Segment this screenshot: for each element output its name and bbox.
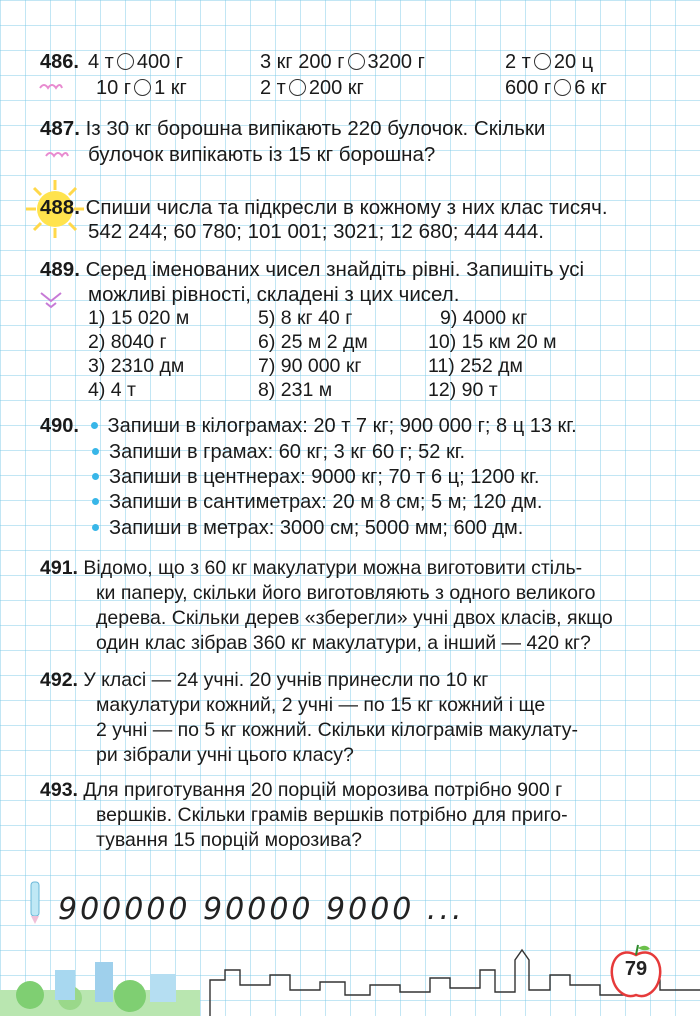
decorative-ribbon-icon xyxy=(44,148,70,162)
exercise-number: 486. xyxy=(40,51,79,73)
decorative-ribbon-icon xyxy=(38,80,64,94)
compare-circle xyxy=(117,53,134,70)
exercise-number: 490. xyxy=(40,415,79,437)
exercise-number: 489. xyxy=(40,258,80,281)
compare-circle xyxy=(554,79,571,96)
compare-circle xyxy=(134,79,151,96)
exercise-number: 488. xyxy=(40,196,80,219)
city-skyline-illustration xyxy=(0,940,700,1016)
page-number: 79 xyxy=(624,958,648,980)
decorative-bow-icon xyxy=(38,287,64,309)
handwriting-practice: 900000 90000 9000 ... xyxy=(58,892,465,927)
compare-circle xyxy=(289,79,306,96)
exercise-number: 487. xyxy=(40,117,80,140)
exercise-number: 492. xyxy=(40,669,78,691)
compare-circle xyxy=(348,53,365,70)
exercise-number: 491. xyxy=(40,557,78,579)
exercise-number: 493. xyxy=(40,779,78,801)
compare-circle xyxy=(534,53,551,70)
pen-icon xyxy=(26,880,44,926)
